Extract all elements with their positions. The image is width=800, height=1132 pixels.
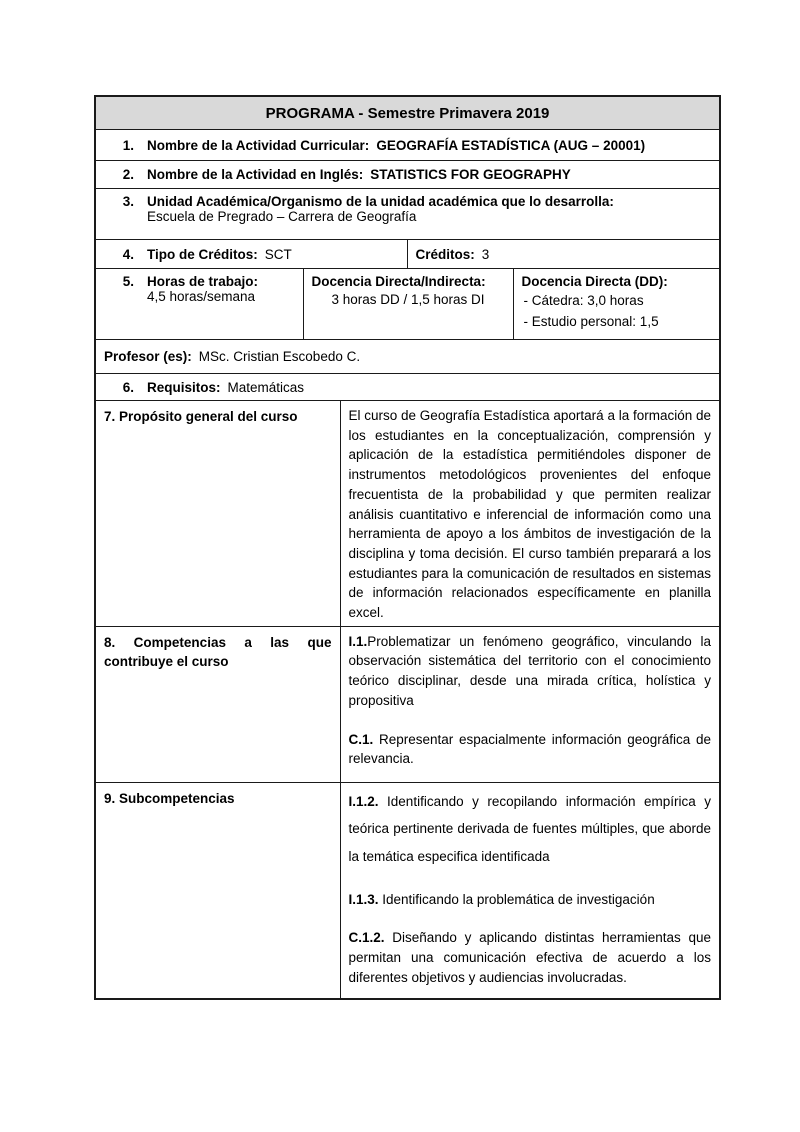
row-activity-name (95, 130, 720, 161)
item-number: 2. (122, 167, 134, 182)
direct-indirect-teaching-cell (303, 269, 513, 340)
competencies-content (340, 626, 720, 782)
competency-text: Representar espacialmente información geográfica de relevancia. (348, 731, 712, 767)
work-hours-value: 4,5 horas/semana (147, 289, 256, 304)
professor-cell (95, 340, 720, 374)
direct-teaching-cell (513, 269, 720, 340)
academic-unit-value: Escuela de Pregrado – Carrera de Geografía (147, 209, 417, 224)
activity-name-label: Nombre de la Actividad Curricular: (147, 137, 370, 153)
subcompetency-code: C.1.2. (348, 930, 385, 946)
activity-english-value: STATISTICS FOR GEOGRAPHY (370, 167, 571, 182)
activity-name-value: GEOGRAFÍA ESTADÍSTICA (AUG – 20001) (376, 137, 646, 153)
row-academic-unit (95, 189, 720, 240)
subcompetency-item (349, 890, 712, 910)
course-purpose-label: 7. Propósito general del curso (95, 401, 340, 627)
competency-text: Problematizar un fenómeno geográfico, vinculando la observación sistemática del territorio con el conocimiento teórico disciplinar, desde una mirada crítica, holística y propositiva (348, 633, 712, 708)
credit-type-cell (95, 240, 407, 269)
competency-code: I.1. (348, 633, 368, 649)
academic-unit-cell (95, 189, 720, 240)
competency-item (349, 632, 712, 711)
subcompetency-code: I.1.3. (348, 891, 379, 907)
competency-code: C.1. (348, 731, 374, 747)
row-requirements (95, 374, 720, 401)
page-title: PROGRAMA - Semestre Primavera 2019 (95, 96, 720, 130)
activity-english-cell (95, 161, 720, 189)
credit-type-label: Tipo de Créditos: (147, 246, 258, 262)
subcompetency-code: I.1.2. (348, 793, 379, 809)
requirements-cell (95, 374, 720, 401)
direct-teaching-label: Docencia Directa (DD): (521, 274, 668, 289)
work-hours-label-line (104, 274, 295, 289)
course-purpose-content (340, 401, 720, 627)
direct-indirect-value: 3 horas DD / 1,5 horas DI (331, 292, 485, 307)
item-number: 6. (122, 379, 134, 395)
activity-name-cell (95, 130, 720, 161)
subcompetencies-content (340, 782, 720, 999)
subcompetency-text: Identificando la problemática de investigación (378, 891, 655, 907)
work-hours-label: Horas de trabajo: (147, 274, 259, 289)
row-professor (95, 340, 720, 374)
direct-teaching-item: - Estudio personal: 1,5 (523, 313, 659, 329)
row-course-purpose (95, 401, 720, 627)
row-work-hours (95, 269, 720, 340)
course-purpose-text: El curso de Geografía Estadística aportará a la formación de los estudiantes en la conceptualización, comprensión y aplicación de la estadística permitiéndoles disponer de instrumentos metodológicos provenientes del enfoque frecuentista de la probabilidad y que permiten realizar análisis cuantitativo e inferencial de información como una herramienta de apoyo a los ámbitos de investigación de la disciplina y toma decisión. El curso también preparará a los estudiantes para la comunicación de resultados en sistemas de información relacionados específicamente en planilla excel. (348, 408, 712, 621)
requirements-label: Requisitos: (147, 379, 221, 395)
competencies-label: 8. Competencias a las que contribuye el curso (95, 626, 340, 782)
title-row (95, 96, 720, 130)
direct-indirect-label: Docencia Directa/Indirecta: (311, 274, 486, 289)
item-number: 4. (122, 246, 134, 262)
row-activity-name-english (95, 161, 720, 189)
subcompetency-item (349, 788, 712, 871)
requirements-value: Matemáticas (227, 379, 305, 395)
academic-unit-label: Unidad Académica/Organismo de la unidad académica que lo desarrolla: (147, 194, 614, 209)
row-competencies (95, 626, 720, 782)
subcompetency-text: Identificando y recopilando información empírica y teórica pertinente derivada de fuentes múltiples, que aborde la temática especifica identificada (348, 793, 712, 865)
credits-label: Créditos: (415, 246, 475, 262)
subcompetency-item (349, 928, 712, 987)
credits-value: 3 (481, 246, 490, 262)
row-credit-type (95, 240, 720, 269)
program-table (94, 95, 721, 1000)
row-subcompetencies (95, 782, 720, 999)
item-number: 1. (122, 137, 134, 153)
credit-type-value: SCT (264, 246, 292, 262)
document-page (94, 95, 721, 1000)
academic-unit-label-line (104, 194, 711, 209)
credits-cell (407, 240, 720, 269)
item-number: 5. (122, 274, 134, 289)
professor-label: Profesor (es): (104, 349, 192, 364)
subcompetencies-label: 9. Subcompetencias (95, 782, 340, 999)
professor-value: MSc. Cristian Escobedo C. (198, 349, 361, 364)
direct-teaching-item: - Cátedra: 3,0 horas (523, 293, 644, 308)
work-hours-cell (95, 269, 303, 340)
competency-item (349, 730, 712, 769)
subcompetency-text: Diseñando y aplicando distintas herramientas que permitan una comunicación efectiva de acuerdo a los diferentes objetivos y audiencias involucradas. (348, 930, 712, 985)
activity-english-label: Nombre de la Actividad en Inglés: (147, 167, 364, 182)
item-number: 3. (122, 194, 134, 209)
